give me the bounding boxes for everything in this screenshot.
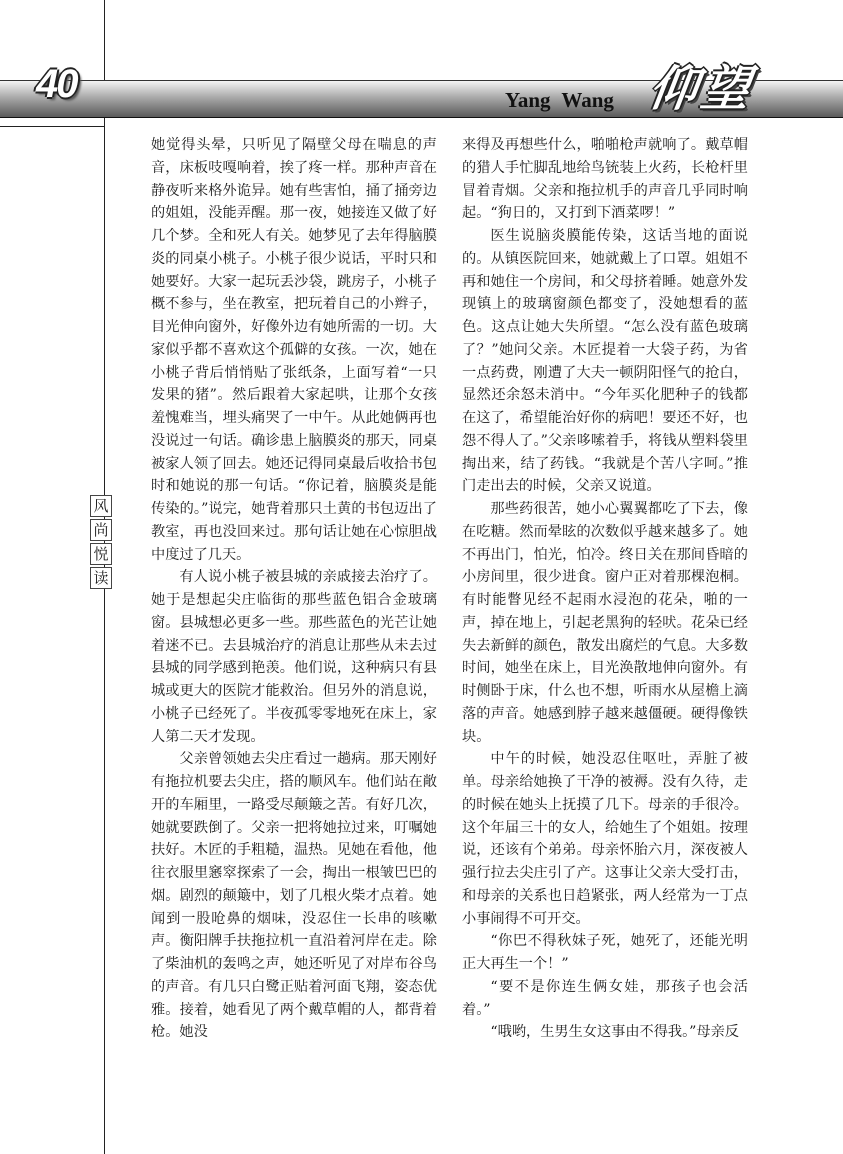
section-char: 风 bbox=[90, 495, 112, 517]
left-column bbox=[151, 134, 437, 1044]
section-char: 读 bbox=[90, 567, 112, 589]
paragraph: 医生说脑炎膜能传染，这话当地的面说的。从镇医院回来，她就戴上了口罩。姐姐不再和她住一个房间，和父母挤着睡。她意外发现镇上的玻璃窗颜色都变了，没她想看的蓝色。这点让她大失所望。“怎么没有蓝色玻璃了？”她问父亲。木匠提着一大袋子药，为省一点药费，刚遭了大夫一顿阴阳怪气的抢白，显然还余怒未消中。“今年买化肥种子的钱都在这了，希望能治好你的病吧！要还不好，也怨不得人了。”父亲哆嗦着手，将钱从塑料袋里掏出来，结了药钱。“我就是个苦八字呵。”推门走出去的时候，父亲又说道。 bbox=[462, 228, 748, 495]
dialogue-line: “你巴不得秋妹子死，她死了，还能光明正大再生一个！” bbox=[462, 933, 748, 972]
right-column bbox=[462, 134, 748, 1044]
magazine-logo: 仰望 bbox=[645, 61, 758, 117]
paragraph: 有人说小桃子被县城的亲戚接去治疗了。她于是想起尖庄临街的那些蓝色铝合金玻璃窗。县城想必更多一些。那些蓝色的光芒让她着迷不已。去县城治疗的消息让那些从未去过县城的同学感到艳羡。他们说，这种病只有县城或更大的医院才能救治。但另外的消息说，小桃子已经死了。半夜孤零零地死在床上，家人第二天才发现。 bbox=[151, 569, 437, 745]
margin-rule-horizontal bbox=[0, 126, 104, 127]
paragraph: 父亲曾领她去尖庄看过一趟病。那天刚好有拖拉机要去尖庄，搭的顺风车。他们站在敞开的车厢里，一路受尽颠簸之苦。有好几次，她就要跌倒了。父亲一把将她拉过来，叮嘱她扶好。木匠的手粗糙，温热。见她在看他，他往衣服里窸窣探索了一会，掏出一根皱巴巴的烟。剧烈的颠簸中，划了几根火柴才点着。她闻到一股呛鼻的烟味，没忍住一长串的咳嗽声。衡阳牌手扶拖拉机一直沿着河岸在走。除了柴油机的轰鸣之声，她还听见了对岸布谷鸟的声音。有几只白鹭正贴着河面飞翔，姿态优雅。接着，她看见了两个戴草帽的人，都背着枪。她没 bbox=[151, 751, 437, 1041]
paragraph: 她觉得头晕，只听见了隔壁父母在喘息的声音，床板吱嘎响着，挨了疼一样。那种声音在静夜听来格外诡异。她有些害怕，捅了捅旁边的姐姐，没能弄醒。那一夜，她接连又做了好几个梦。全和死人有关。她梦见了去年得脑膜炎的同桌小桃子。小桃子很少说话，平时只和她要好。大家一起玩丢沙袋，跳房子，小桃子概不参与，坐在教室，把玩着自己的小辫子，目光伸向窗外，好像外边有她所需的一切。大家似乎都不喜欢这个孤僻的女孩。一次，她在小桃子背后悄悄贴了张纸条，上面写着“一只发果的猪”。然后跟着大家起哄，让那个女孩羞愧难当，埋头痛哭了一中午。从此她俩再也没说过一句话。确诊患上脑膜炎的那天，同桌被家人领了回去。她还记得同桌最后收拾书包时和她说的那一句话。“你记着，脑膜炎是能传染的。”说完，她背着那只土黄的书包迈出了教室，再也没回来过。那句话让她在心惊胆战中度过了几天。 bbox=[151, 137, 437, 563]
paragraph: 来得及再想些什么，啪啪枪声就响了。戴草帽的猎人手忙脚乱地给鸟铳装上火药，长枪杆里冒着青烟。父亲和拖拉机手的声音几乎同时响起。“狗日的，又打到下酒菜啰！” bbox=[462, 137, 748, 222]
section-char: 尚 bbox=[90, 519, 112, 541]
paragraph: 中午的时候，她没忍住呕吐，弄脏了被单。母亲给她换了干净的被褥。没有久待，走的时候在她头上抚摸了几下。母亲的手很冷。这个年届三十的女人，给她生了个姐姐。按理说，还该有个弟弟。母亲怀胎六月，深夜被人强行拉去尖庄引了产。这事让父亲大受打击，和母亲的关系也日趋紧张，两人经常为一丁点小事闹得不可开交。 bbox=[462, 751, 748, 927]
page-number: 40 bbox=[36, 62, 77, 106]
running-head: Yang Wang bbox=[505, 88, 614, 112]
section-label bbox=[90, 495, 112, 591]
section-char: 悦 bbox=[90, 543, 112, 565]
dialogue-line: “哦哟，生男生女这事由不得我。”母亲反 bbox=[490, 1024, 739, 1041]
dialogue-line: “要不是你连生俩女娃，那孩子也会活着。” bbox=[462, 978, 748, 1018]
paragraph: 那些药很苦，她小心翼翼都吃了下去，像在吃糖。然而晕眩的次数似乎越来越多了。她不再出门，怕光，怕冷。终日关在那间昏暗的小房间里，很少进食。窗户正对着那棵泡桐。有时能瞥见经不起雨水浸泡的花朵，啪的一声，掉在地上，引起老黑狗的轻吠。花朵已经失去新鲜的颜色，散发出腐烂的气息。大多数时间，她坐在床上，目光涣散地伸向窗外。有时侧卧于床，什么也不想，听雨水从屋檐上滴落的声音。她感到脖子越来越僵硬。硬得像铁块。 bbox=[462, 501, 748, 745]
